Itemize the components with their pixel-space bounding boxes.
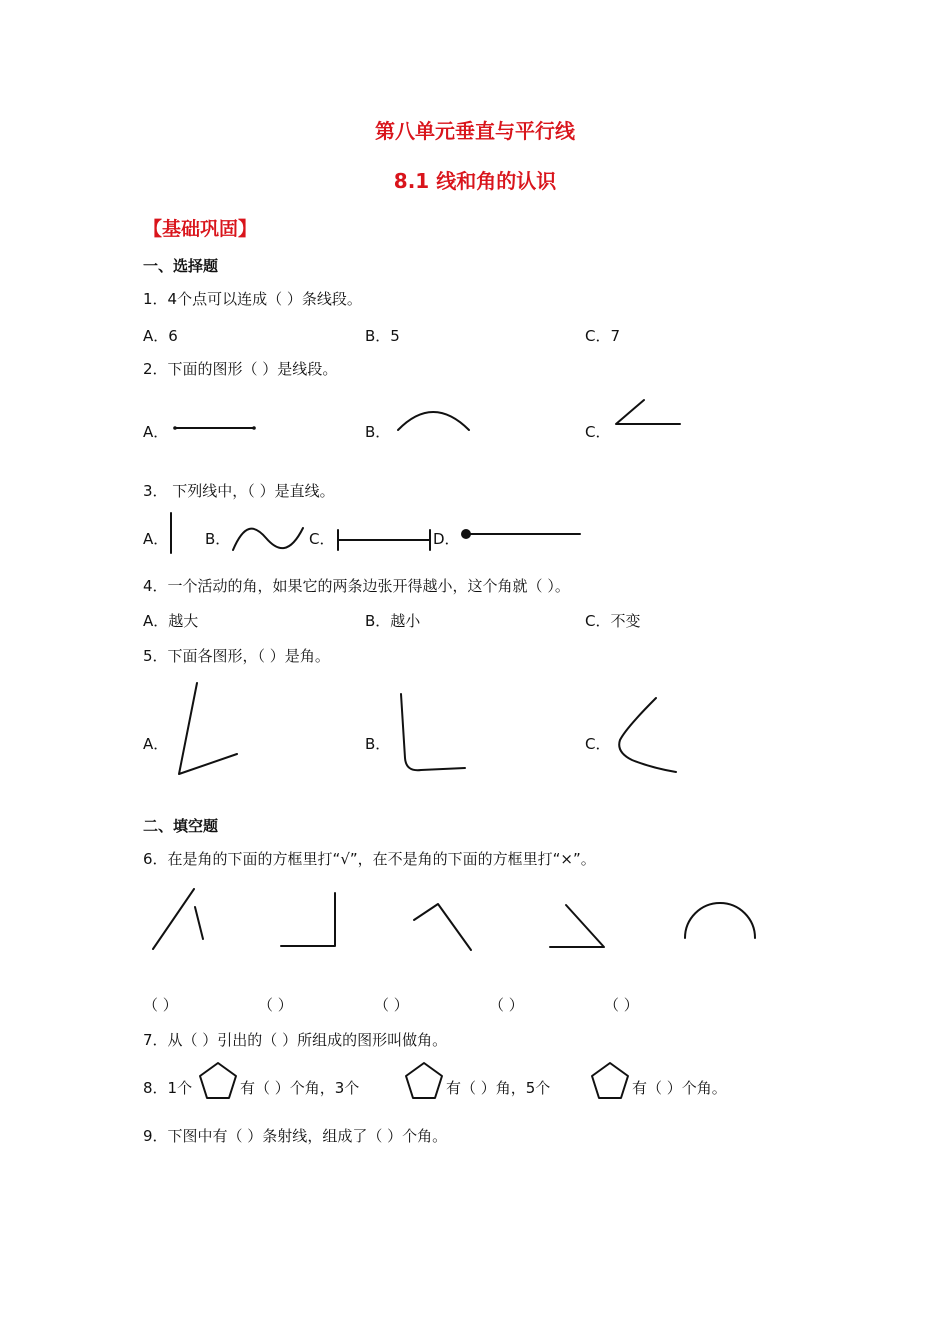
question-8-part-3: 有（ ）角，5个 — [446, 1079, 551, 1097]
q3-vertical-line-figure — [165, 510, 177, 556]
lesson-title: 8.1 线和角的认识 — [393, 169, 557, 193]
q1-option-b: B．5 — [365, 327, 400, 345]
q5-option-b: B． — [365, 735, 391, 753]
q6-figure-5-arc — [680, 900, 760, 944]
q6-figure-2-right-angle — [277, 890, 341, 952]
question-8-part-4: 有（ ）个角。 — [632, 1079, 727, 1097]
q5-curved-figure-c — [612, 694, 684, 778]
q4-option-c: C．不变 — [585, 612, 641, 630]
unit-title: 第八单元垂直与平行线 — [375, 119, 575, 143]
part1-heading: 一、选择题 — [143, 257, 219, 275]
q2-arc-figure — [395, 402, 475, 436]
q6-blank-3[interactable]: （ ） — [374, 996, 409, 1014]
q3-option-c: C． — [309, 530, 335, 548]
section-label: 【基础巩固】 — [143, 218, 258, 240]
question-3: 3． 下列线中，（ ）是直线。 — [143, 482, 335, 500]
q3-option-d: D． — [433, 530, 460, 548]
q5-curved-corner-figure-b — [393, 690, 469, 776]
q3-ray-figure — [458, 524, 584, 544]
question-6: 6．在是角的下面的方框里打“√”，在不是角的下面的方框里打“×”。 — [143, 850, 596, 868]
q2-line-segment-figure — [170, 420, 260, 440]
q6-blank-5[interactable]: （ ） — [604, 996, 639, 1014]
q2-option-a: A． — [143, 423, 169, 441]
question-7: 7．从（ ）引出的（ ）所组成的图形叫做角。 — [143, 1031, 448, 1049]
question-8-part-2: 有（ ）个角，3个 — [240, 1079, 360, 1097]
q6-blank-4[interactable]: （ ） — [489, 996, 524, 1014]
question-5: 5．下面各图形，（ ）是角。 — [143, 647, 330, 665]
q2-angle-figure — [612, 397, 684, 431]
q4-option-b: B．越小 — [365, 612, 421, 630]
question-1: 1．4个点可以连成（ ）条线段。 — [143, 290, 362, 308]
q1-option-a: A．6 — [143, 327, 178, 345]
question-8-part-1: 8．1个 — [143, 1079, 193, 1097]
question-4: 4．一个活动的角，如果它的两条边张开得越小，这个角就（ ）。 — [143, 577, 570, 595]
pentagon-icon — [588, 1060, 632, 1102]
q3-option-b: B． — [205, 530, 231, 548]
q6-figure-4-angle — [546, 902, 610, 952]
q2-option-c: C． — [585, 423, 611, 441]
q6-figure-1-separate-lines — [148, 885, 210, 955]
pentagon-icon — [402, 1060, 446, 1102]
q4-option-a: A．越大 — [143, 612, 199, 630]
q5-angle-figure-a — [172, 680, 244, 780]
q1-option-c: C．7 — [585, 327, 621, 345]
q3-wave-figure — [230, 522, 308, 556]
question-9: 9．下图中有（ ）条射线，组成了（ ）个角。 — [143, 1127, 448, 1145]
q3-option-a: A． — [143, 530, 169, 548]
q5-option-a: A． — [143, 735, 169, 753]
part2-heading: 二、填空题 — [143, 817, 219, 835]
q6-blank-2[interactable]: （ ） — [258, 996, 293, 1014]
q6-figure-3-angle — [408, 900, 478, 954]
pentagon-icon — [196, 1060, 240, 1102]
q3-segment-figure — [334, 526, 434, 554]
question-2-text: 2．下面的图形（ ）是线段。 — [143, 360, 338, 378]
q6-blank-1[interactable]: （ ） — [143, 996, 178, 1014]
q2-option-b: B． — [365, 423, 391, 441]
q5-option-c: C． — [585, 735, 611, 753]
